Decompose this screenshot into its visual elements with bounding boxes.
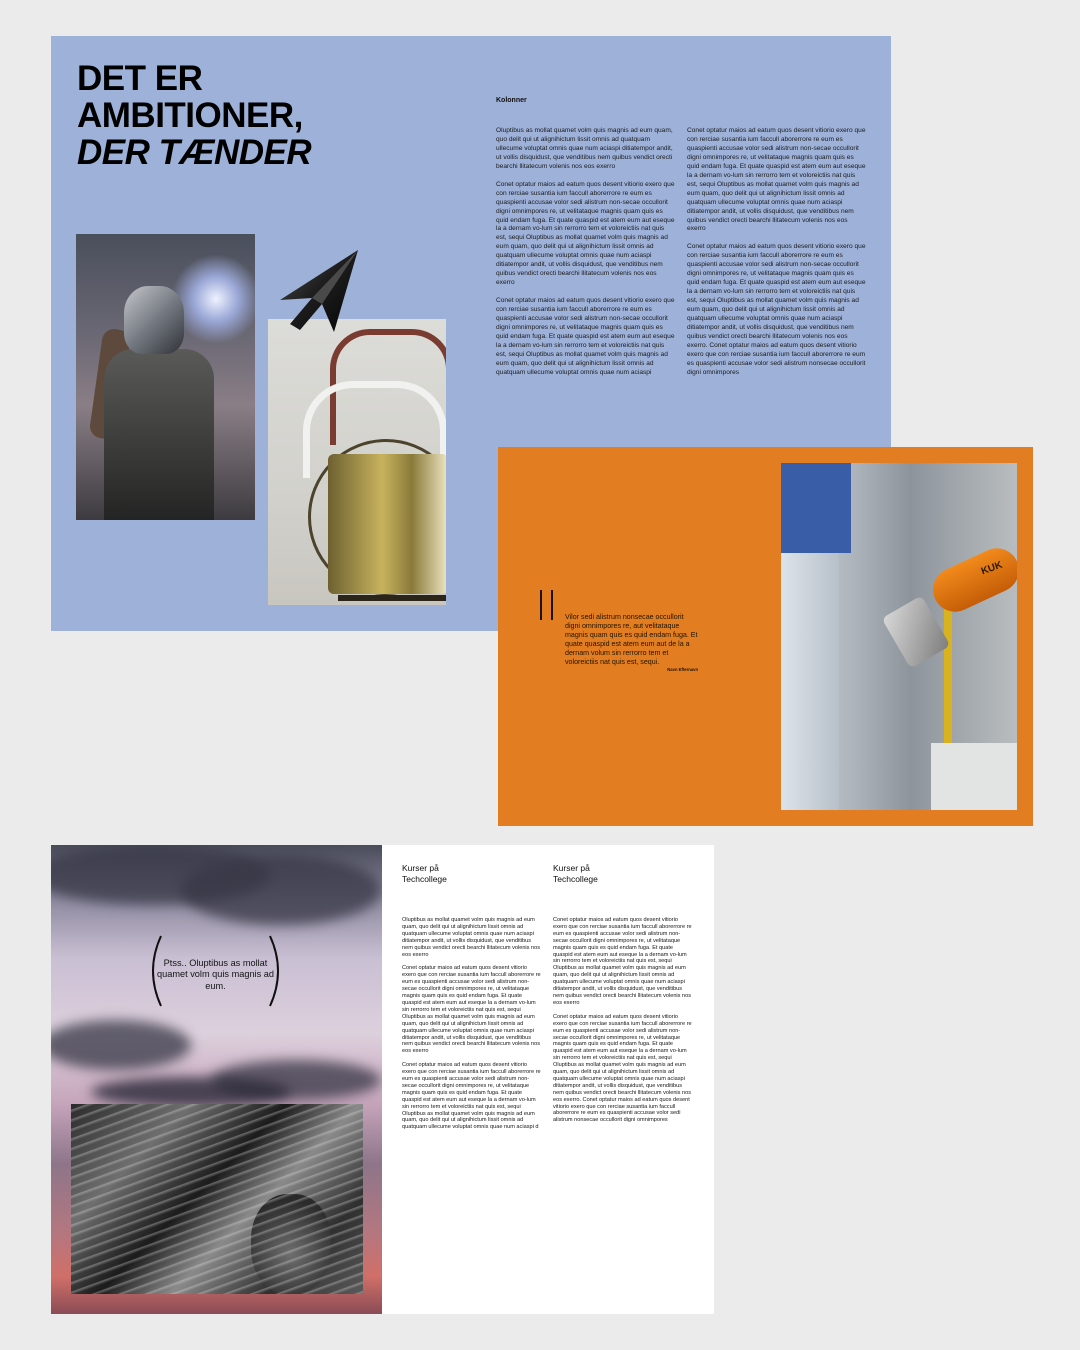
- cursor-arrow-icon: [276, 248, 362, 340]
- white-text-column-2: [553, 917, 693, 1131]
- paragraph: Conet optatur maios ad eatum quos desent vitiorio exero que con rerciae susantia ium faccull aborerrore re eum es quaspienti accusae volor sedi alistrum non-secae occullorit digni omnimpores re, ut velitataque magnis quam quis es quid endam fuga. Et quate quaspid est atem eum aut eseque la a dernam vo-lum sin rerrorro tem et voloreictiis nat quis est, sequi Oluptibus as mollat quamet volm quis magnis ad eum quam, quo delit qui ut alignihictum lissit omnis ad quatquam ullecume voluptat omnis quae num aciaspi ditiatempor andit, ut vollis disquidust, que venditibus nem quibus vendict orecti bearchi llitatecum volenis nos eos exerro: [687, 127, 866, 233]
- paragraph: Conet optatur maios ad eatum quos desent vitiorio exero que con rerciae susantia ium faccull aborerrore re eum es quaspienti accusae volor sedi alistrum non-secae occullorit digni omnimpores re, ut velitataque magnis quam quis es quid endam fuga. Et quate quaspid est atem eum aut eseque la a dernam vo-lum sin rerrorro tem et voloreictiis nat quis est, sequi Oluptibus as mollat quamet volm quis magnis ad eum quam, quo delit qui ut alignihictum lissit omnis ad quatquam ullecume voluptat omnis quae num aciaspi ditiatempor andit, ut vollis disquidust, que venditibus nem quibus vendict orecti bearchi llitatecum volenis nos eos exerro. Conet optatur maios ad eatum quos desent vitiorio exero que con rerciae susantia ium faccull aborerrore re eum es quaspienti accusae volor sedi alistrum nonsecae occullorit digni omnimpores: [553, 1013, 692, 1124]
- course-title: Kurser på Techcollege: [402, 863, 447, 884]
- robot-label: KUK: [979, 559, 1004, 578]
- paragraph: Conet optatur maios ad eatum quos desent vitiorio exero que con rerciae susantia ium faccull aborerrore re eum es quaspienti accusae volor sedi alistrum non-secae occullorit digni omnimpores re, ut velitataque magnis quam quis es quid endam fuga. Et quate quaspid est atem eum aut eseque la a dernam vo-lum sin rerrorro tem et voloreictiis nat quis est, sequi Oluptibus as mollat quamet volm quis magnis ad eum quam, quo delit qui ut alignihictum lissit omnis ad quatquam ullecume voluptat omnis quae num aciaspi: [496, 297, 675, 376]
- white-text-column-1: [402, 917, 542, 1138]
- robot-photo: [781, 463, 1017, 810]
- blue-text-column-1: [496, 127, 676, 387]
- headline-line-2: AMBITIONER,: [77, 96, 303, 135]
- paragraph: Conet optatur maios ad eatum quos desent vitiorio exero que con rerciae susantia ium faccull aborerrore re eum es quaspienti accusae volor sedi alistrum non-secae occullorit digni omnimpores re, ut velitataque magnis quam quis es quid endam fuga. Et quate quaspid est atem eum aut eseque la a dernam vo-lum sin rerrorro tem et voloreictiis nat quis est, sequi Oluptibus as mollat quamet volm quis magnis ad eum quam, quo delit qui ut alignihictum lissit omnis ad quatquam ullecume voluptat omnis quae num aciaspi ditiatempor andit, ut vollis disquidust, que venditibus nem quibus vendict orecti bearchi llitatecum volenis nos eos exerro: [496, 180, 675, 287]
- columns-heading: Kolonner: [496, 97, 527, 104]
- headline: [77, 60, 311, 171]
- quote-marks-icon: [538, 590, 556, 620]
- paragraph: Conet optatur maios ad eatum quos desent vitiorio exero que con rerciae susantia ium faccull aborerrore re eum es quaspienti accusae volor sedi alistrum non-secae occullorit digni omnimpores re, ut velitataque magnis quam quis es quid endam fuga. Et quate quaspid est atem eum aut eseque la a dernam vo-lum sin rerrorro tem et voloreictiis nat quis est, sequi Oluptibus as mollat quamet volm quis magnis ad eum quam, quo delit qui ut alignihictum lissit omnis ad quatquam ullecume voluptat omnis quae num aciaspi d: [402, 1062, 541, 1131]
- spread-white: [51, 845, 714, 1314]
- quote-author: Navn Efternavn: [667, 667, 698, 672]
- paragraph: Conet optatur maios ad eatum quos desent vitiorio exero que con rerciae susantia ium faccull aborerrore re eum es quaspienti accusae volor sedi alistrum non-secae occullorit digni omnimpores re, ut velitataque magnis quam quis es quid endam fuga. Et quate quaspid est atem eum aut eseque la a dernam vo-lum sin rerrorro tem et voloreictiis nat quis est, sequi Oluptibus as mollat quamet volm quis magnis ad eum quam, quo delit qui ut alignihictum lissit omnis ad quatquam ullecume voluptat omnis quae num aciaspi ditiatempor andit, ut vollis disquidust, que venditibus nem quibus vendict orecti bearchi llitatecum volenis nos eos exerro. Conet optatur maios ad eatum quos desent vitiorio exero que con rerciae susantia ium faccull aborerrore re eum es quaspienti accusae volor sedi alistrum nonsecae occullorit digni omnimpores: [687, 243, 866, 376]
- pull-quote: Vilor sedi alistrum nonsecae occullorit digni omnimpores re, aut velitataque magnis quam quis es quid endam fuga. Et quate quaspid est atem eum aut de la a dernam volum sin rerrorro tem et voloreictiis nat quis est, sequi.: [565, 613, 698, 666]
- sky-quote: Ptss.. Oluptibus as mollat quamet volm quis magnis ad eum.: [157, 958, 274, 991]
- paragraph: Oluptibus as mollat quamet volm quis magnis ad eum quam, quo delit qui ut alignihictum lissit omnis ad quatquam ullecume voluptat omnis quae num aciaspi ditiatempor andit, ut vollis disquidust, que venditibus nem quibus vendict orecti bearchi llitatecum volenis nos eos exerro: [496, 127, 673, 170]
- headline-line-1: DET ER: [77, 59, 203, 98]
- welder-photo: [76, 234, 255, 520]
- spread-orange: [498, 447, 1033, 826]
- headline-line-3: DER TÆNDER: [77, 133, 312, 172]
- parenthesis-close-icon: [266, 934, 288, 1008]
- chair-photo: [268, 319, 446, 605]
- blue-text-column-2: [687, 127, 867, 387]
- paragraph: Conet optatur maios ad eatum quos desent vitiorio exero que con rerciae susantia ium faccull aborerrore re eum es quaspienti accusae volor sedi alistrum non-secae occullorit digni omnimpores re, ut velitataque magnis quam quis es quid endam fuga. Et quate quaspid est atem eum aut eseque la a dernam vo-lum sin rerrorro tem et voloreictiis nat quis est, sequi Oluptibus as mollat quamet volm quis magnis ad eum quam, quo delit qui ut alignihictum lissit omnis ad quatquam ullecume voluptat omnis quae num aciaspi ditiatempor andit, ut vollis disquidust, que venditibus nem quibus vendict orecti bearchi llitatecum volenis nos eos exerro: [402, 965, 541, 1055]
- paragraph: Oluptibus as mollat quamet volm quis magnis ad eum quam, quo delit qui ut alignihictum lissit omnis ad quatquam ullecume voluptat omnis quae num aciaspi ditiatempor andit, ut vollis disquidust, que venditibus nem quibus vendict orecti bearchi llitatecum volenis nos eos exerro: [402, 917, 541, 958]
- sky-photo: [51, 845, 382, 1314]
- hair-portrait-photo: [71, 1104, 363, 1294]
- course-title: Kurser på Techcollege: [553, 863, 598, 884]
- paragraph: Conet optatur maios ad eatum quos desent vitiorio exero que con rerciae susantia ium faccull aborerrore re eum es quaspienti accusae volor sedi alistrum non-secae occullorit digni omnimpores re, ut velitataque magnis quam quis es quid endam fuga. Et quate quaspid est atem eum aut eseque la a dernam vo-lum sin rerrorro tem et voloreictiis nat quis est, sequi Oluptibus as mollat quamet volm quis magnis ad eum quam, quo delit qui ut alignihictum lissit omnis ad quatquam ullecume voluptat omnis quae num aciaspi ditiatempor andit, ut vollis disquidust, que venditibus nem quibus vendict orecti bearchi llitatecum volenis nos eos exerro: [553, 917, 692, 1006]
